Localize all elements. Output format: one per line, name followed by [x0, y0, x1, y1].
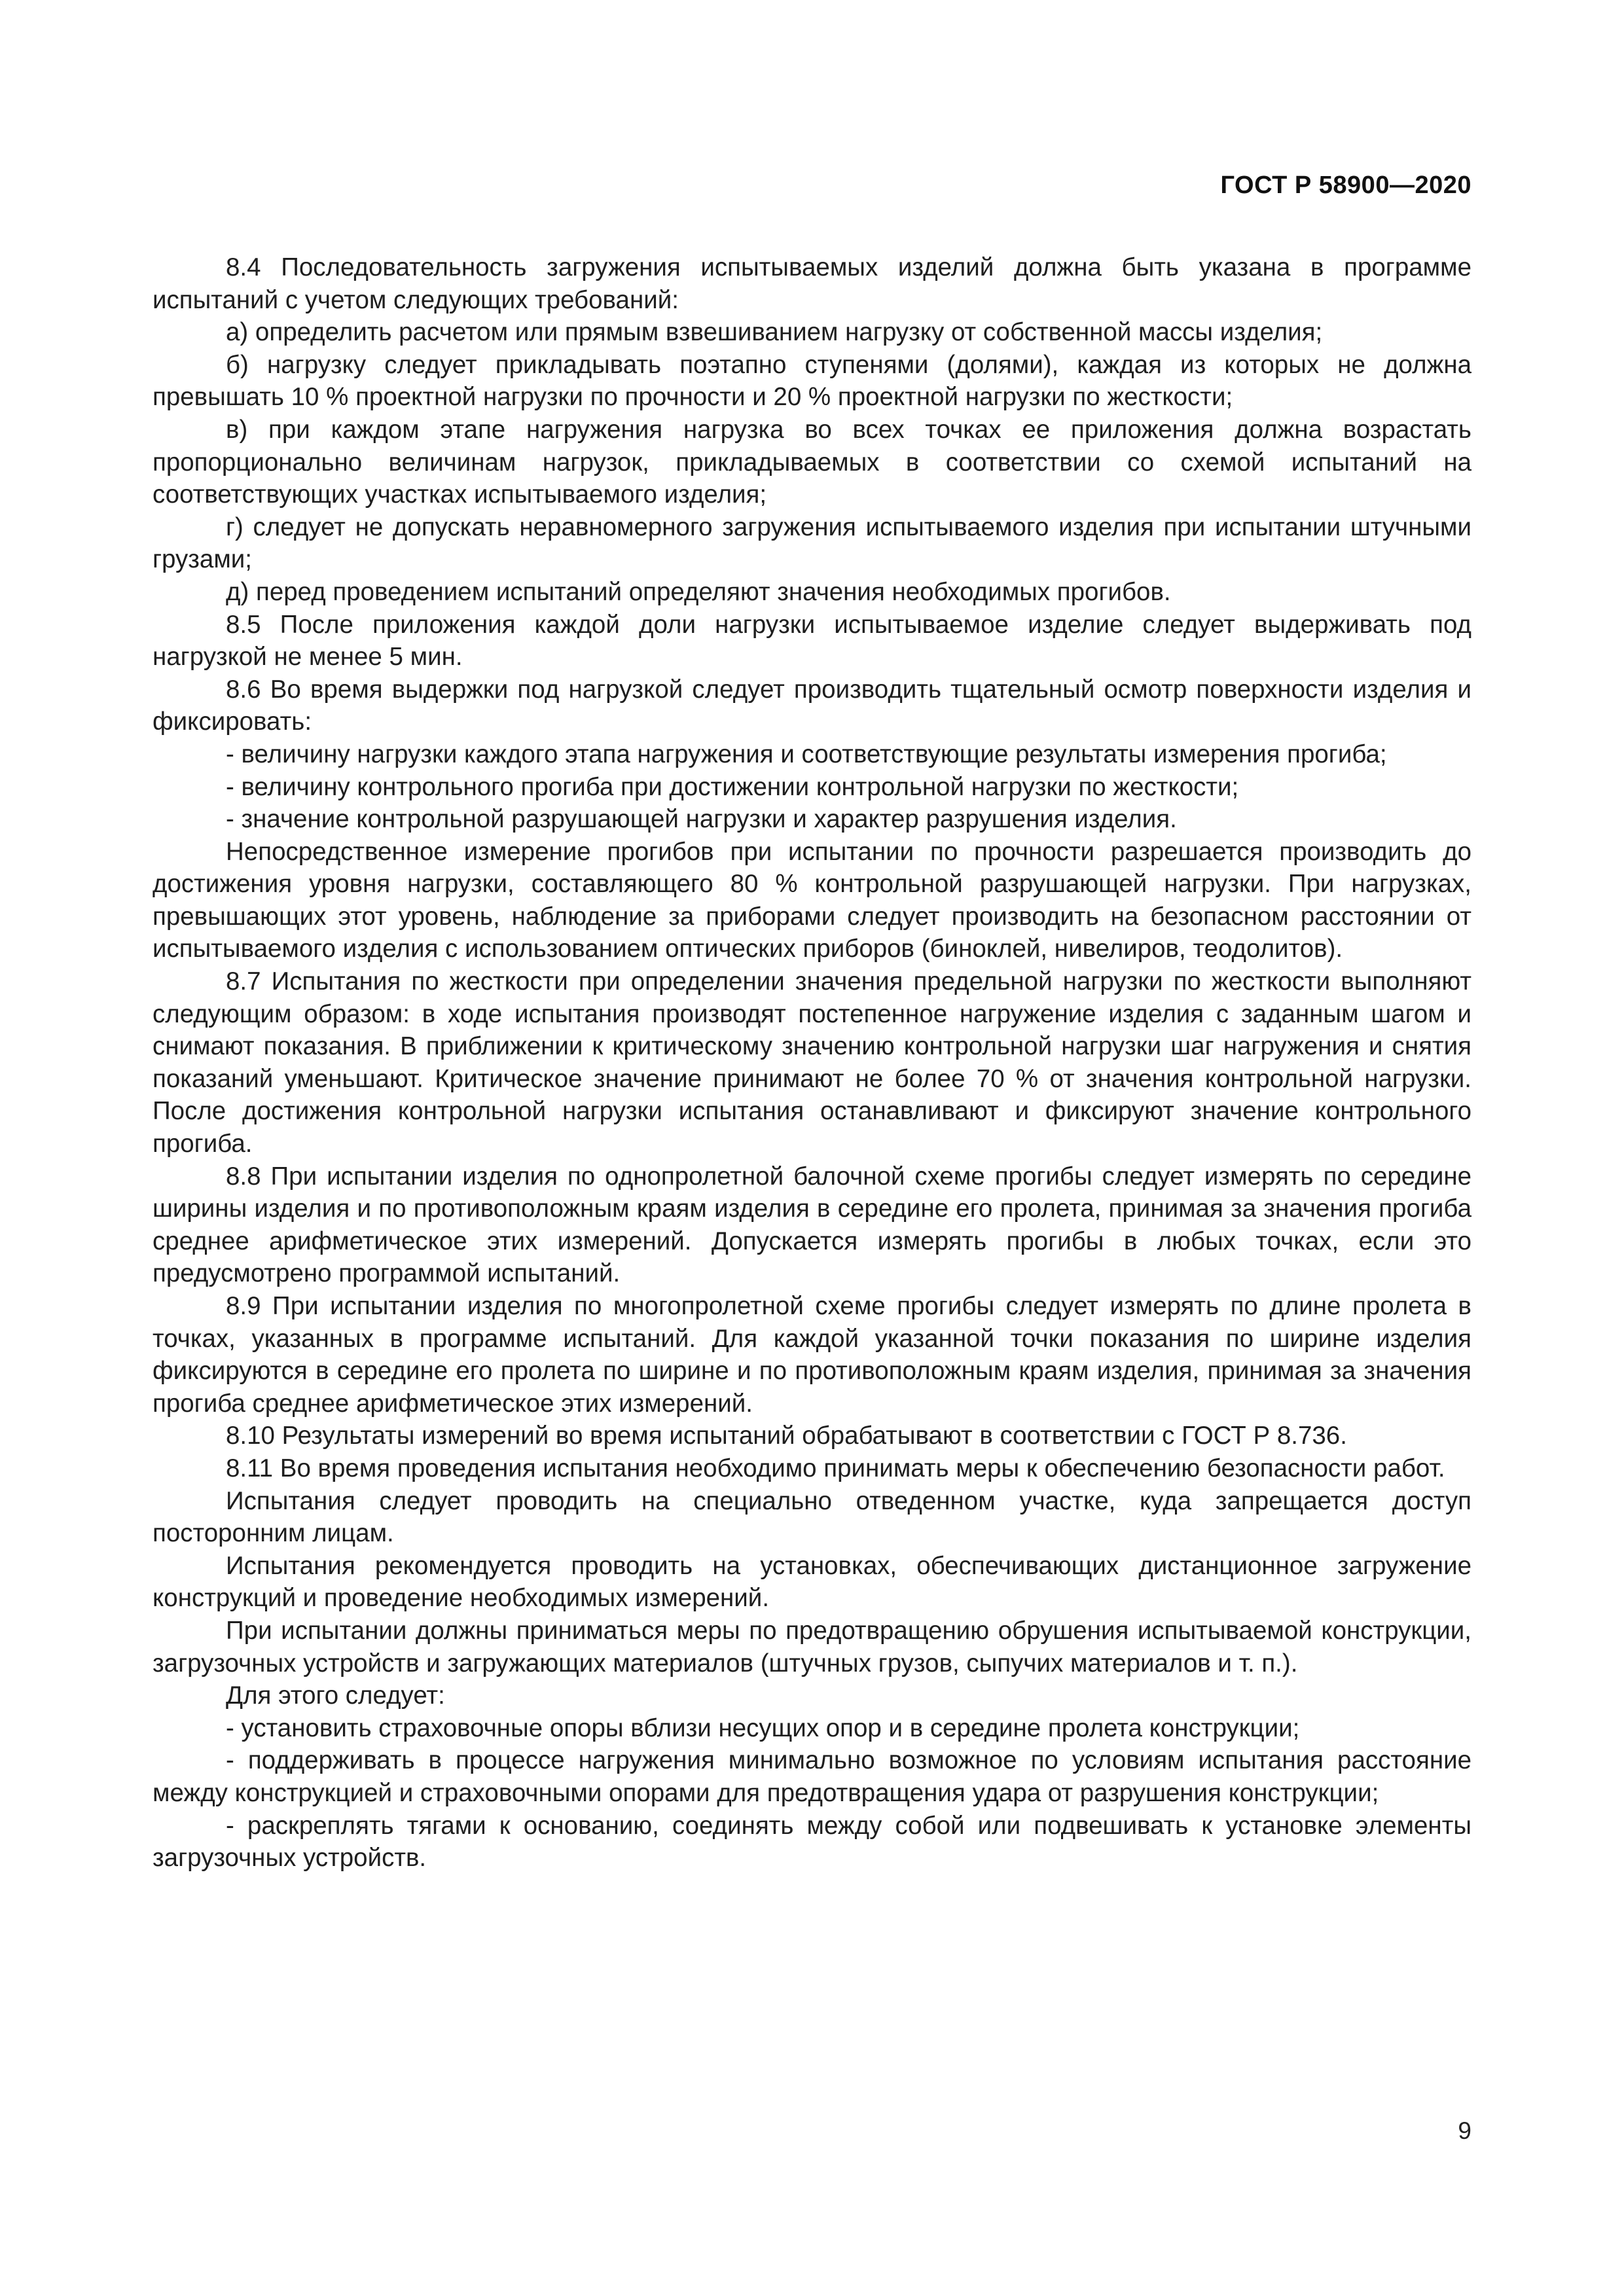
list-item-d: д) перед проведением испытаний определяют значения необходимых прогибов.	[226, 577, 1171, 606]
paragraph-collapse-prevention: При испытании должны приниматься меры по предотвращению обрушения испытываемой конструкции, загрузочных устройств и загружающих материалов (штучных грузов, сыпучих материалов и т. п.).	[153, 1616, 1471, 1677]
paragraph-8-10: 8.10 Результаты измерений во время испытаний обрабатывают в соответствии с ГОСТ Р 8.736.	[226, 1422, 1347, 1450]
list-item-g: г) следует не допускать неравномерного загружения испытываемого изделия при испытании штучными грузами;	[153, 512, 1471, 574]
paragraph-for-this: Для этого следует:	[226, 1681, 445, 1710]
paragraph-8-8: 8.8 При испытании изделия по однопролетной балочной схеме прогибы следует измерять по середине ширины изделия и по противоположным краям изделия в середине его пролета, принимая за значения прогиба среднее арифметическое этих измерений. Допускается измерять прогибы в любых точках, если это предусмотрено программой испытаний.	[153, 1162, 1471, 1288]
list-item-v: в) при каждом этапе нагружения нагрузка во всех точках ее приложения должна возрастать пропорционально величинам нагрузок, прикладываемых в соответствии со схемой испытаний на соответствующих участках испытываемого изделия;	[153, 415, 1471, 509]
bullet-item: - раскреплять тягами к основанию, соединять между собой или подвешивать к установке элементы загрузочных устройств.	[153, 1811, 1471, 1873]
paragraph-8-5: 8.5 После приложения каждой доли нагрузки испытываемое изделие следует выдерживать под нагрузкой не менее 5 мин.	[153, 610, 1471, 672]
document-body	[153, 251, 1471, 1874]
page-number: 9	[1458, 2117, 1471, 2144]
bullet-item: - значение контрольной разрушающей нагрузки и характер разрушения изделия.	[226, 805, 1177, 834]
paragraph-8-7: 8.7 Испытания по жесткости при определении значения предельной нагрузки по жесткости выполняют следующим образом: в ходе испытания производят постепенное нагружение изделия с заданным шагом и снимают показания. В приближении к критическому значению контрольной нагрузки шаг нагружения и снятия показаний уменьшают. Критическое значение принимают не более 70 % от значения контрольной нагрузки. После достижения контрольной нагрузки испытания останавливают и фиксируют значение контрольного прогиба.	[153, 967, 1471, 1158]
list-item-b: б) нагрузку следует прикладывать поэтапно ступенями (долями), каждая из которых не должна превышать 10 % проектной нагрузки по прочности и 20 % проектной нагрузки по жесткости;	[153, 350, 1471, 412]
paragraph-8-6: 8.6 Во время выдержки под нагрузкой следует производить тщательный осмотр поверхности изделия и фиксировать:	[153, 675, 1471, 736]
list-item-a: а) определить расчетом или прямым взвешиванием нагрузку от собственной массы изделия;	[226, 318, 1323, 347]
paragraph-remote-loading: Испытания рекомендуется проводить на установках, обеспечивающих дистанционное загружение конструкций и проведение необходимых измерений.	[153, 1551, 1471, 1613]
bullet-item: - величину нагрузки каждого этапа нагружения и соответствующие результаты измерения прогиба;	[226, 740, 1387, 768]
paragraph-test-area: Испытания следует проводить на специально отведенном участке, куда запрещается доступ посторонним лицам.	[153, 1486, 1471, 1548]
document-number-header: ГОСТ Р 58900—2020	[1220, 171, 1471, 199]
bullet-item: - установить страховочные опоры вблизи несущих опор и в середине пролета конструкции;	[226, 1713, 1300, 1742]
bullet-item: - поддерживать в процессе нагружения минимально возможное по условиям испытания расстояние между конструкцией и страховочными опорами для предотвращения удара от разрушения конструкции;	[153, 1746, 1471, 1807]
paragraph-deflection-measurement: Непосредственное измерение прогибов при испытании по прочности разрешается производить до достижения уровня нагрузки, составляющего 80 % контрольной разрушающей нагрузки. При нагрузках, превышающих этот уровень, наблюдение за приборами следует производить на безопасном расстоянии от испытываемого изделия с использованием оптических приборов (биноклей, нивелиров, теодолитов).	[153, 837, 1471, 963]
paragraph-8-11: 8.11 Во время проведения испытания необходимо принимать меры к обеспечению безопасности работ.	[226, 1454, 1445, 1482]
paragraph-8-9: 8.9 При испытании изделия по многопролетной схеме прогибы следует измерять по длине пролета в точках, указанных в программе испытаний. Для каждой указанной точки показания по ширине изделия фиксируются в середине его пролета по ширине и по противоположным краям изделия, принимая за значения прогиба среднее арифметическое этих измерений.	[153, 1292, 1471, 1418]
bullet-item: - величину контрольного прогиба при достижении контрольной нагрузки по жесткости;	[226, 772, 1239, 801]
paragraph-8-4: 8.4 Последовательность загружения испытываемых изделий должна быть указана в программе испытаний с учетом следующих требований:	[153, 253, 1471, 314]
